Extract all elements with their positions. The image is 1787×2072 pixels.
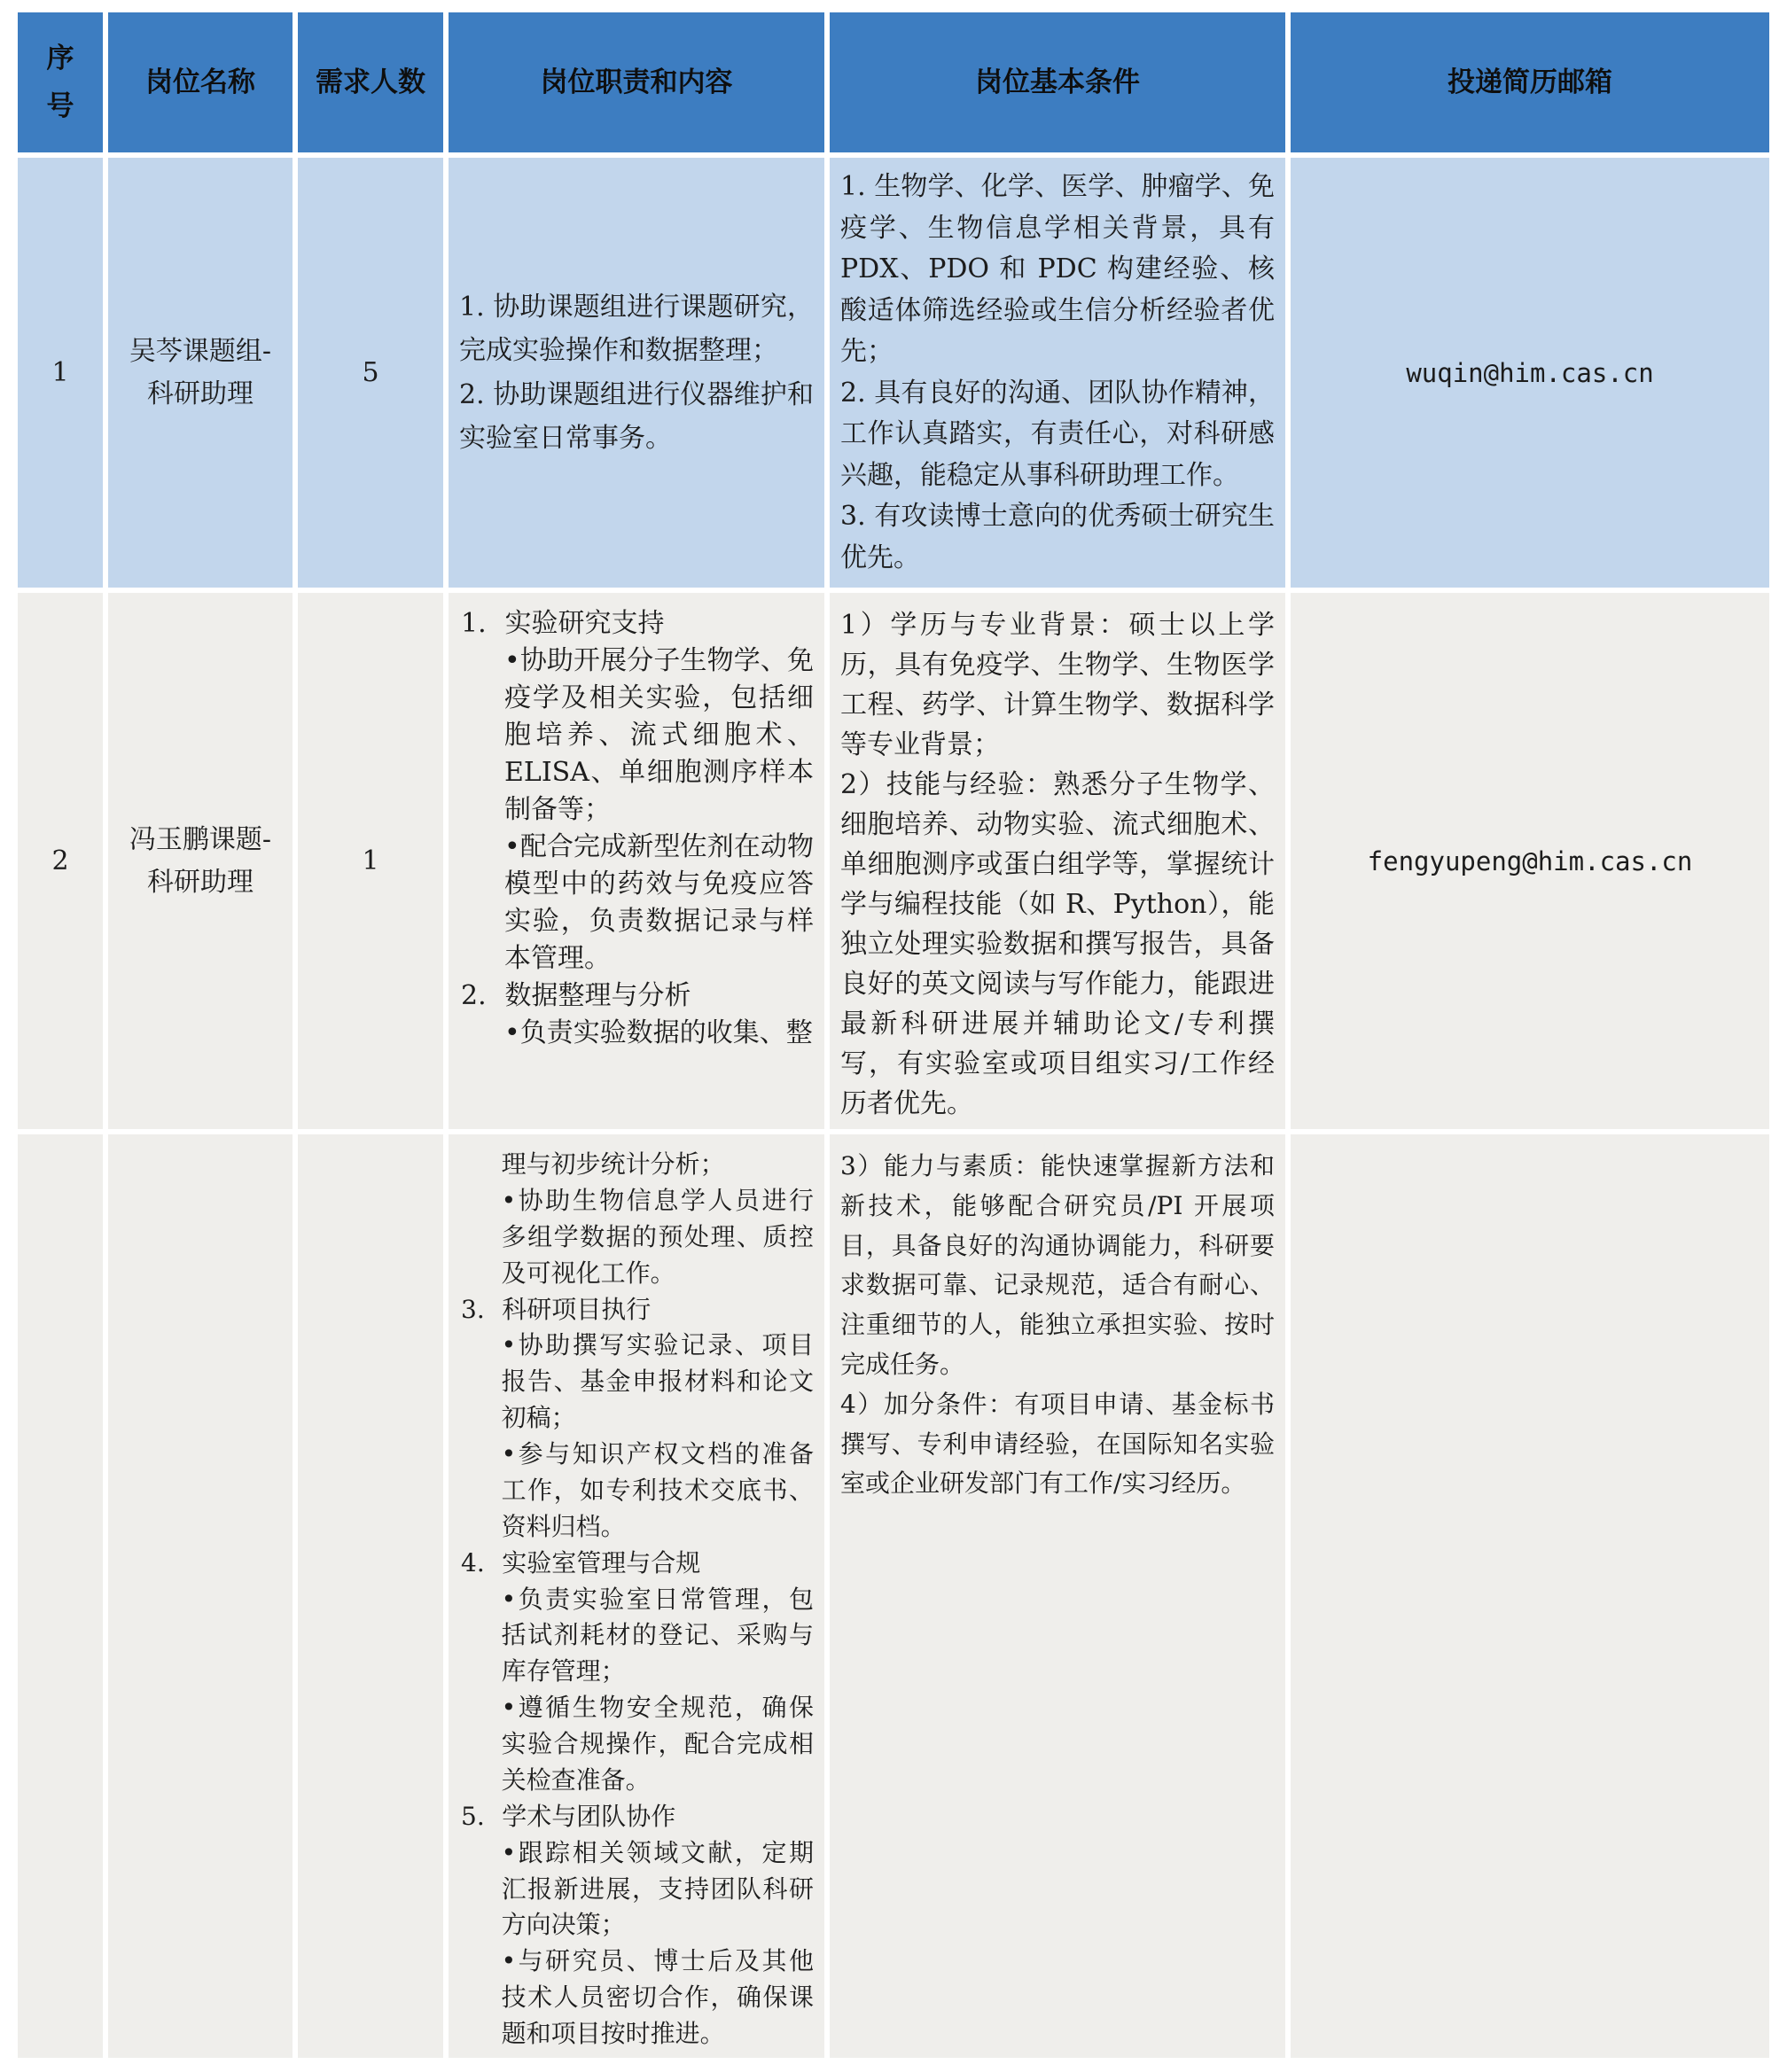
table-row-2-continued <box>18 1134 1769 2058</box>
paragraph: 2. 协助课题组进行仪器维护和实验室日常事务。 <box>459 378 814 454</box>
list-item-title: 数据整理与分析 <box>504 980 691 1011</box>
cell-requirements <box>830 593 1285 1129</box>
paragraph <box>459 1546 814 1582</box>
paragraph: 1. 协助课题组进行课题研究，完成实验操作和数据整理； <box>459 291 814 366</box>
cell-email-address <box>1291 1134 1769 2058</box>
paragraph: 1）学历与专业背景：硕士以上学历，具有免疫学、生物学、生物医学工程、药学、计算生物学、数据科学等专业背景； <box>840 610 1275 760</box>
header-cell-headcount: 需求人数 <box>298 12 443 152</box>
table-row-2 <box>18 593 1769 1129</box>
paragraph: 1. 生物学、化学、医学、肿瘤学、免疫学、生物信息学相关背景，具有 PDX、PDO 和 PDC 构建经验、核酸适体筛选经验或生信分析经验者优先； <box>840 171 1275 367</box>
table-row-1 <box>18 158 1769 588</box>
paragraph: •与研究员、博士后及其他技术人员密切合作，确保课题和项目按时推进。 <box>501 1946 814 2048</box>
paragraph: 2）技能与经验：熟悉分子生物学、细胞培养、动物实验、流式细胞术、单细胞测序或蛋白组学等，掌握统计学与编程技能（如 R、Python），能独立处理实验数据和撰写报告，具备良好的英文阅读与写作能力，能跟进最新科研进展并辅助论文/专利撰写，有实验室或项目组实习/工作经历者优先。 <box>840 769 1275 1119</box>
list-number: 1. <box>461 608 487 639</box>
cell-duties <box>449 158 824 588</box>
list-item-title: 科研项目执行 <box>502 1294 652 1324</box>
cell-requirements <box>830 158 1285 588</box>
cell-serial-number <box>18 1134 103 2058</box>
list-number: 4. <box>461 1547 485 1577</box>
header-cell-serial <box>18 12 103 152</box>
paragraph: •协助生物信息学人员进行多组学数据的预处理、质控及可视化工作。 <box>501 1185 814 1288</box>
cell-duties <box>449 1134 824 2058</box>
paragraph: 2. 具有良好的沟通、团队协作精神，工作认真踏实，有责任心，对科研感兴趣，能稳定从事科研助理工作。 <box>840 377 1275 491</box>
header-cell-duties: 岗位职责和内容 <box>449 12 824 152</box>
cell-email-address: fengyupeng@him.cas.cn <box>1291 593 1769 1129</box>
paragraph: •配合完成新型佐剂在动物模型中的药效与免疫应答实验，负责数据记录与样本管理。 <box>504 831 814 974</box>
cell-serial-number: 2 <box>18 593 103 1129</box>
header-cell-requirements: 岗位基本条件 <box>830 12 1285 152</box>
paragraph <box>459 605 814 643</box>
paragraph: •遵循生物安全规范，确保实验合规操作，配合完成相关检查准备。 <box>501 1693 814 1795</box>
list-number: 3. <box>461 1294 485 1324</box>
paragraph: 3）能力与素质：能快速掌握新方法和新技术，能够配合研究员/PI 开展项目，具备良好的沟通协调能力，科研要求数据可靠、记录规范，适合有耐心、注重细节的人，能独立承担实验、按时完成任务。 <box>840 1151 1275 1379</box>
paragraph <box>459 1799 814 1835</box>
list-item-title: 实验室管理与合规 <box>502 1547 701 1577</box>
recruitment-table <box>12 7 1775 2063</box>
cell-serial-number: 1 <box>18 158 103 588</box>
cell-email-address: wuqin@him.cas.cn <box>1291 158 1769 588</box>
cell-position-title: 吴芩课题组-科研助理 <box>108 158 293 588</box>
list-item-title: 实验研究支持 <box>504 608 665 639</box>
cell-requirements <box>830 1134 1285 2058</box>
paragraph: •负责实验室日常管理，包括试剂耗材的登记、采购与库存管理； <box>501 1584 814 1686</box>
header-cell-email: 投递简历邮箱 <box>1291 12 1769 152</box>
cell-headcount: 1 <box>298 593 443 1129</box>
paragraph: 理与初步统计分析； <box>501 1149 725 1179</box>
cell-position-title <box>108 1134 293 2058</box>
cell-headcount <box>298 1134 443 2058</box>
list-number: 2. <box>461 980 487 1011</box>
cell-headcount: 5 <box>298 158 443 588</box>
paragraph: •协助撰写实验记录、项目报告、基金申报材料和论文初稿； <box>501 1330 814 1433</box>
cell-duties <box>449 593 824 1129</box>
paragraph: 3. 有攻读博士意向的优秀硕士研究生优先。 <box>840 501 1275 573</box>
header-serial-label: 序号 <box>46 42 74 122</box>
paragraph: •参与知识产权文档的准备工作，如专利技术交底书、资料归档。 <box>501 1439 814 1541</box>
paragraph: •负责实验数据的收集、整 <box>504 1017 813 1048</box>
cell-position-title: 冯玉鹏课题-科研助理 <box>108 593 293 1129</box>
paragraph: 4）加分条件：有项目申请、基金标书撰写、专利申请经验，在国际知名实验室或企业研发部门有工作/实习经历。 <box>840 1389 1275 1499</box>
table-header-row <box>18 12 1769 152</box>
paragraph <box>459 1292 814 1328</box>
list-item-title: 学术与团队协作 <box>502 1801 676 1831</box>
paragraph <box>459 978 814 1015</box>
paragraph: •跟踪相关领域文献，定期汇报新进展，支持团队科研方向决策； <box>501 1837 814 1940</box>
paragraph: •协助开展分子生物学、免疫学及相关实验，包括细胞培养、流式细胞术、ELISA、单细胞测序样本制备等； <box>504 645 814 825</box>
list-number: 5. <box>461 1801 485 1831</box>
header-cell-position-name: 岗位名称 <box>108 12 293 152</box>
